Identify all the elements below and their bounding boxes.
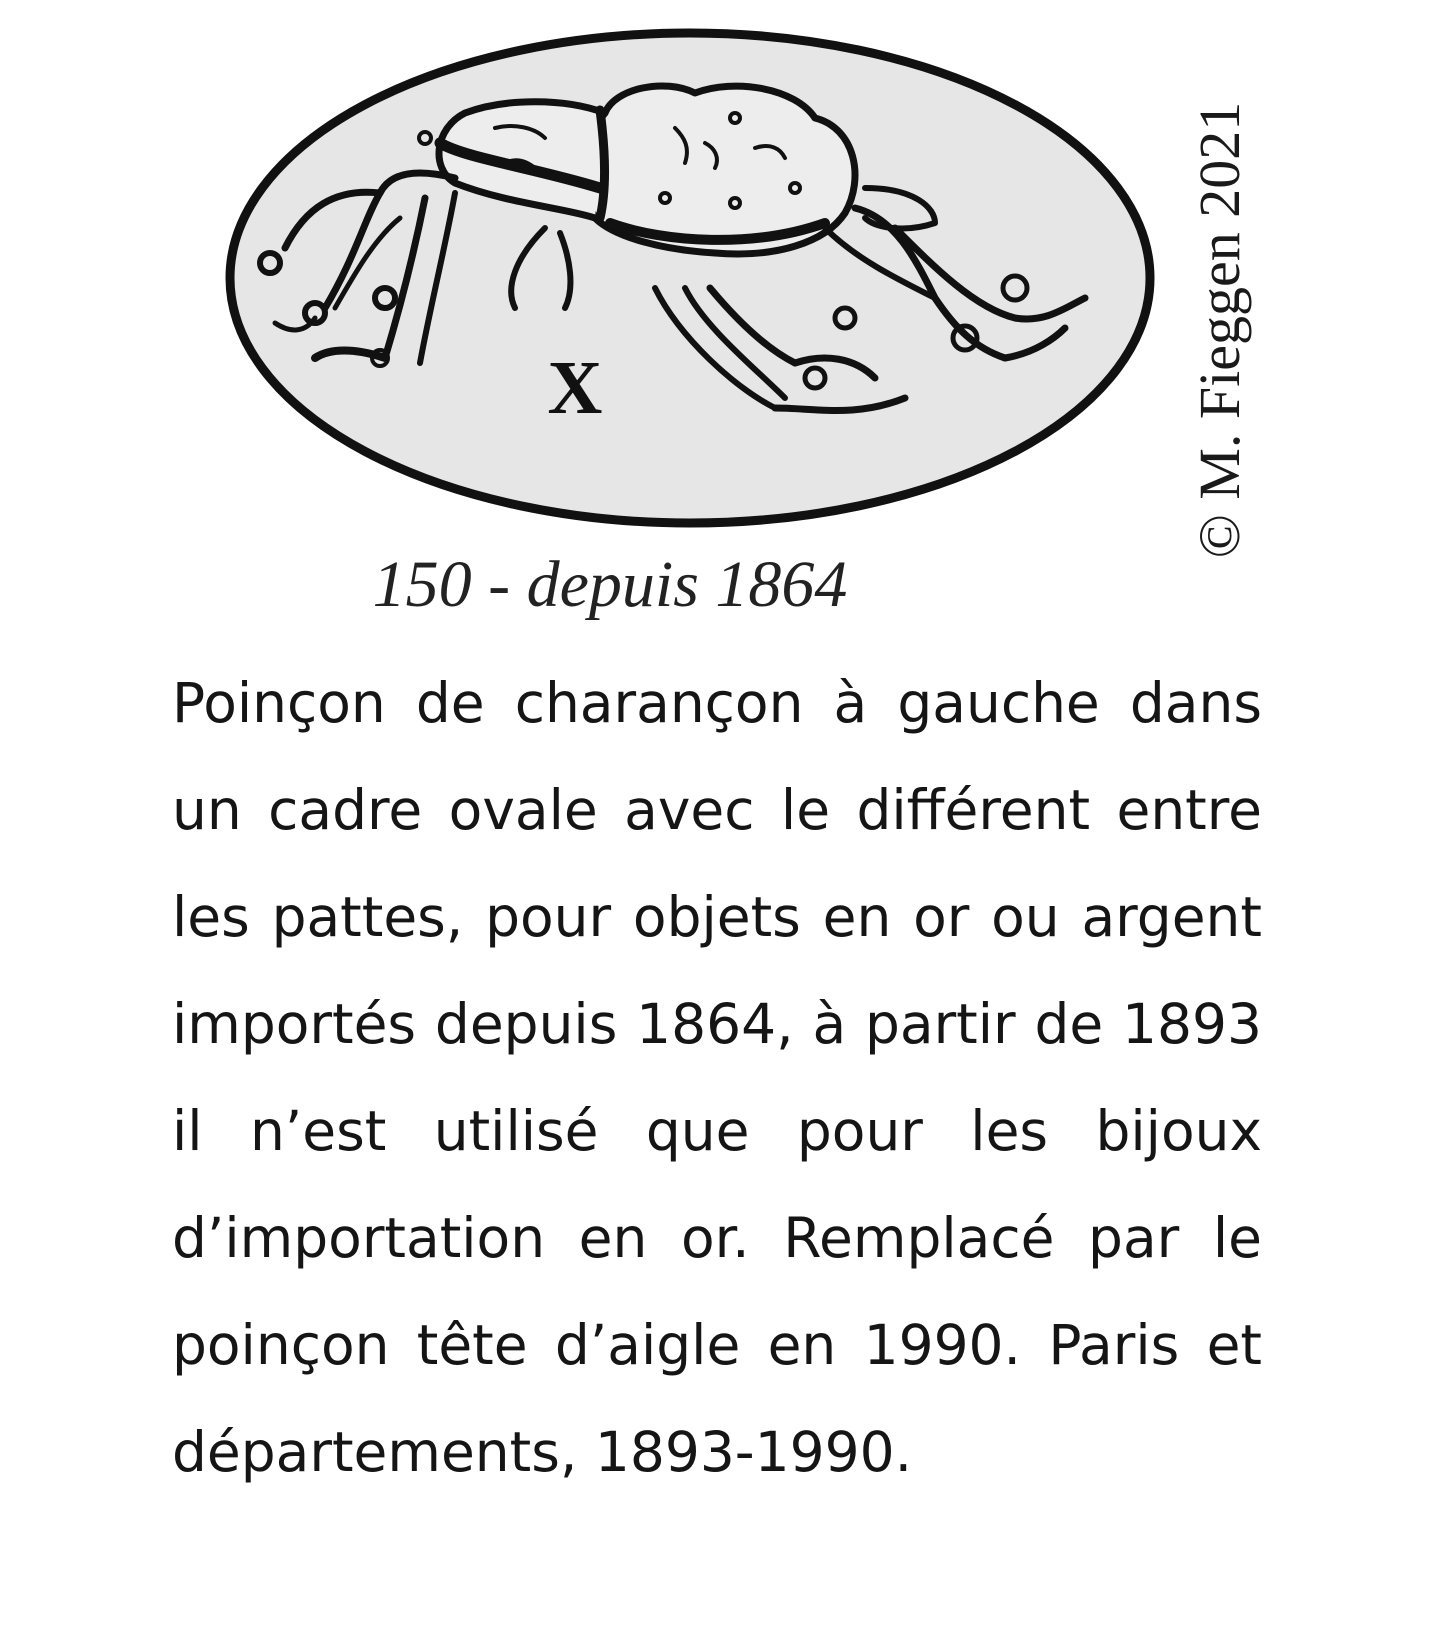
copyright-notice: © M. Fieggen 2021	[1187, 101, 1252, 559]
description-text: Poinçon de charançon à gauche dans un cadre ovale avec le différent entre les pattes, pour objets en or ou argent importés depuis 1864, à partir de 1893 il n’est utilisé que pour les bijoux d’importation en or. Remplacé par le poinçon tête d’aigle en 1990. Paris et départements, 1893-1990.	[172, 671, 1262, 1484]
hallmark-letter: X	[547, 346, 603, 430]
hallmark-illustration	[215, 18, 1165, 538]
hallmark-caption: 150 - depuis 1864	[372, 548, 848, 621]
hallmark-svg	[215, 18, 1165, 538]
